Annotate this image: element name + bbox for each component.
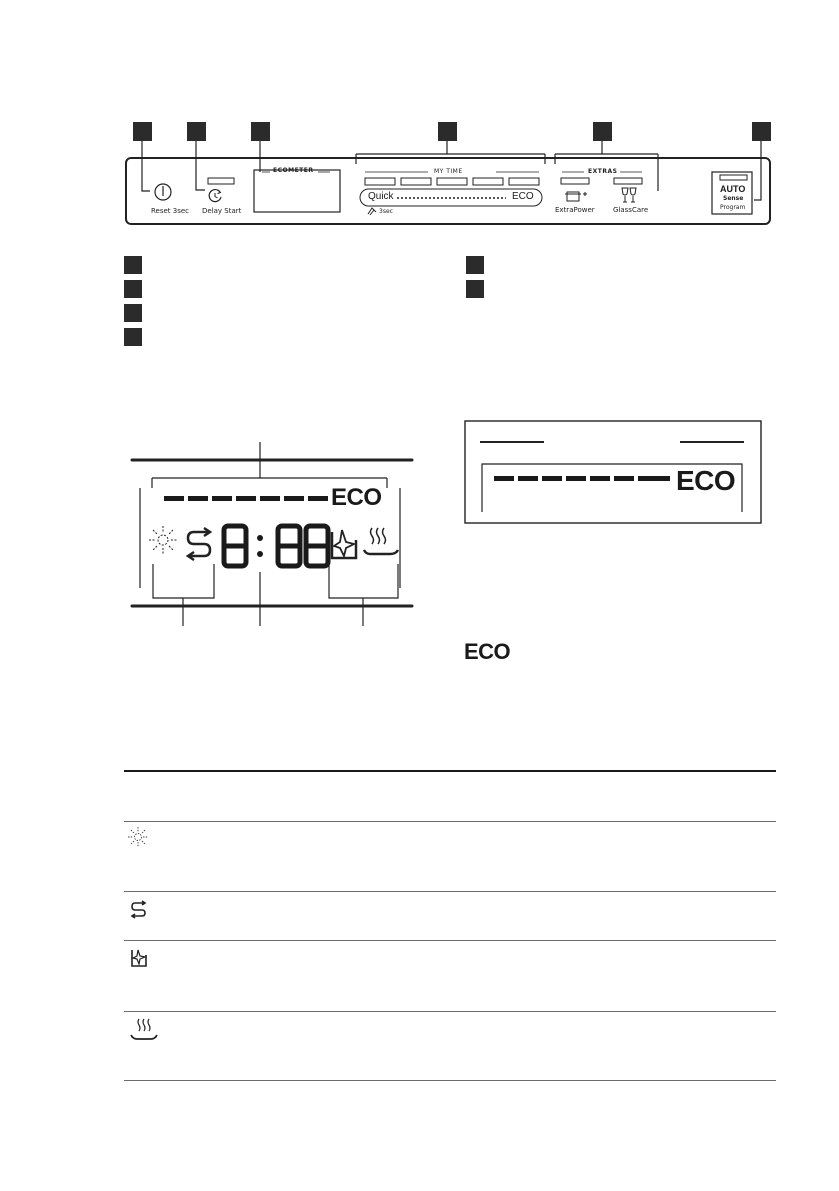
eco-symbol: ECO [464,639,511,664]
glasscare-label: GlassCare [613,206,649,214]
salt-icon [332,530,356,558]
quick-label: Quick [368,191,394,202]
steam-icon [364,528,398,554]
table-bottom-rule [124,1080,776,1081]
auto-label: AUTO [720,184,746,194]
legend-box-1 [124,256,142,274]
display-eco-label: ECO [331,484,382,511]
legend-box-6 [466,280,484,298]
glasses-icon [621,187,637,204]
table-header-rule [124,821,776,822]
sun-icon [149,526,177,554]
legend-box-3 [124,304,142,322]
ecometer-eco-label: ECO [676,465,736,496]
reset-label: Reset 3sec [151,207,190,215]
pill-eco-label: ECO [512,191,534,202]
table-row-rule [124,891,776,892]
extrapower-label: ExtraPower [555,206,595,214]
sense-label: Sense [723,195,744,202]
power-icon [153,182,173,202]
legend-box-5 [466,256,484,274]
legend-box-2 [124,280,142,298]
clock-icon [207,188,223,204]
display-illustration [120,440,420,630]
table-row-rule [124,1011,776,1012]
extras-label: EXTRAS [588,168,618,175]
ecometer-label: ECOMETER [273,167,314,174]
pot-icon [565,188,587,204]
sun-icon [127,826,149,848]
steam-icon [128,1017,160,1043]
rinse-aid-icon [129,899,149,919]
legend-box-4 [124,328,142,346]
mytime-label: MY TIME [434,168,463,175]
delay-label: Delay Start [202,207,242,215]
table-top-rule [124,770,776,772]
table-row-rule [124,940,776,941]
salt-icon [129,947,149,969]
program-label: Program [720,204,746,211]
rinse-aid-icon [188,528,210,560]
tap-icon [366,206,378,216]
sec-label: 3sec [379,208,393,215]
panel-outline [0,0,839,260]
